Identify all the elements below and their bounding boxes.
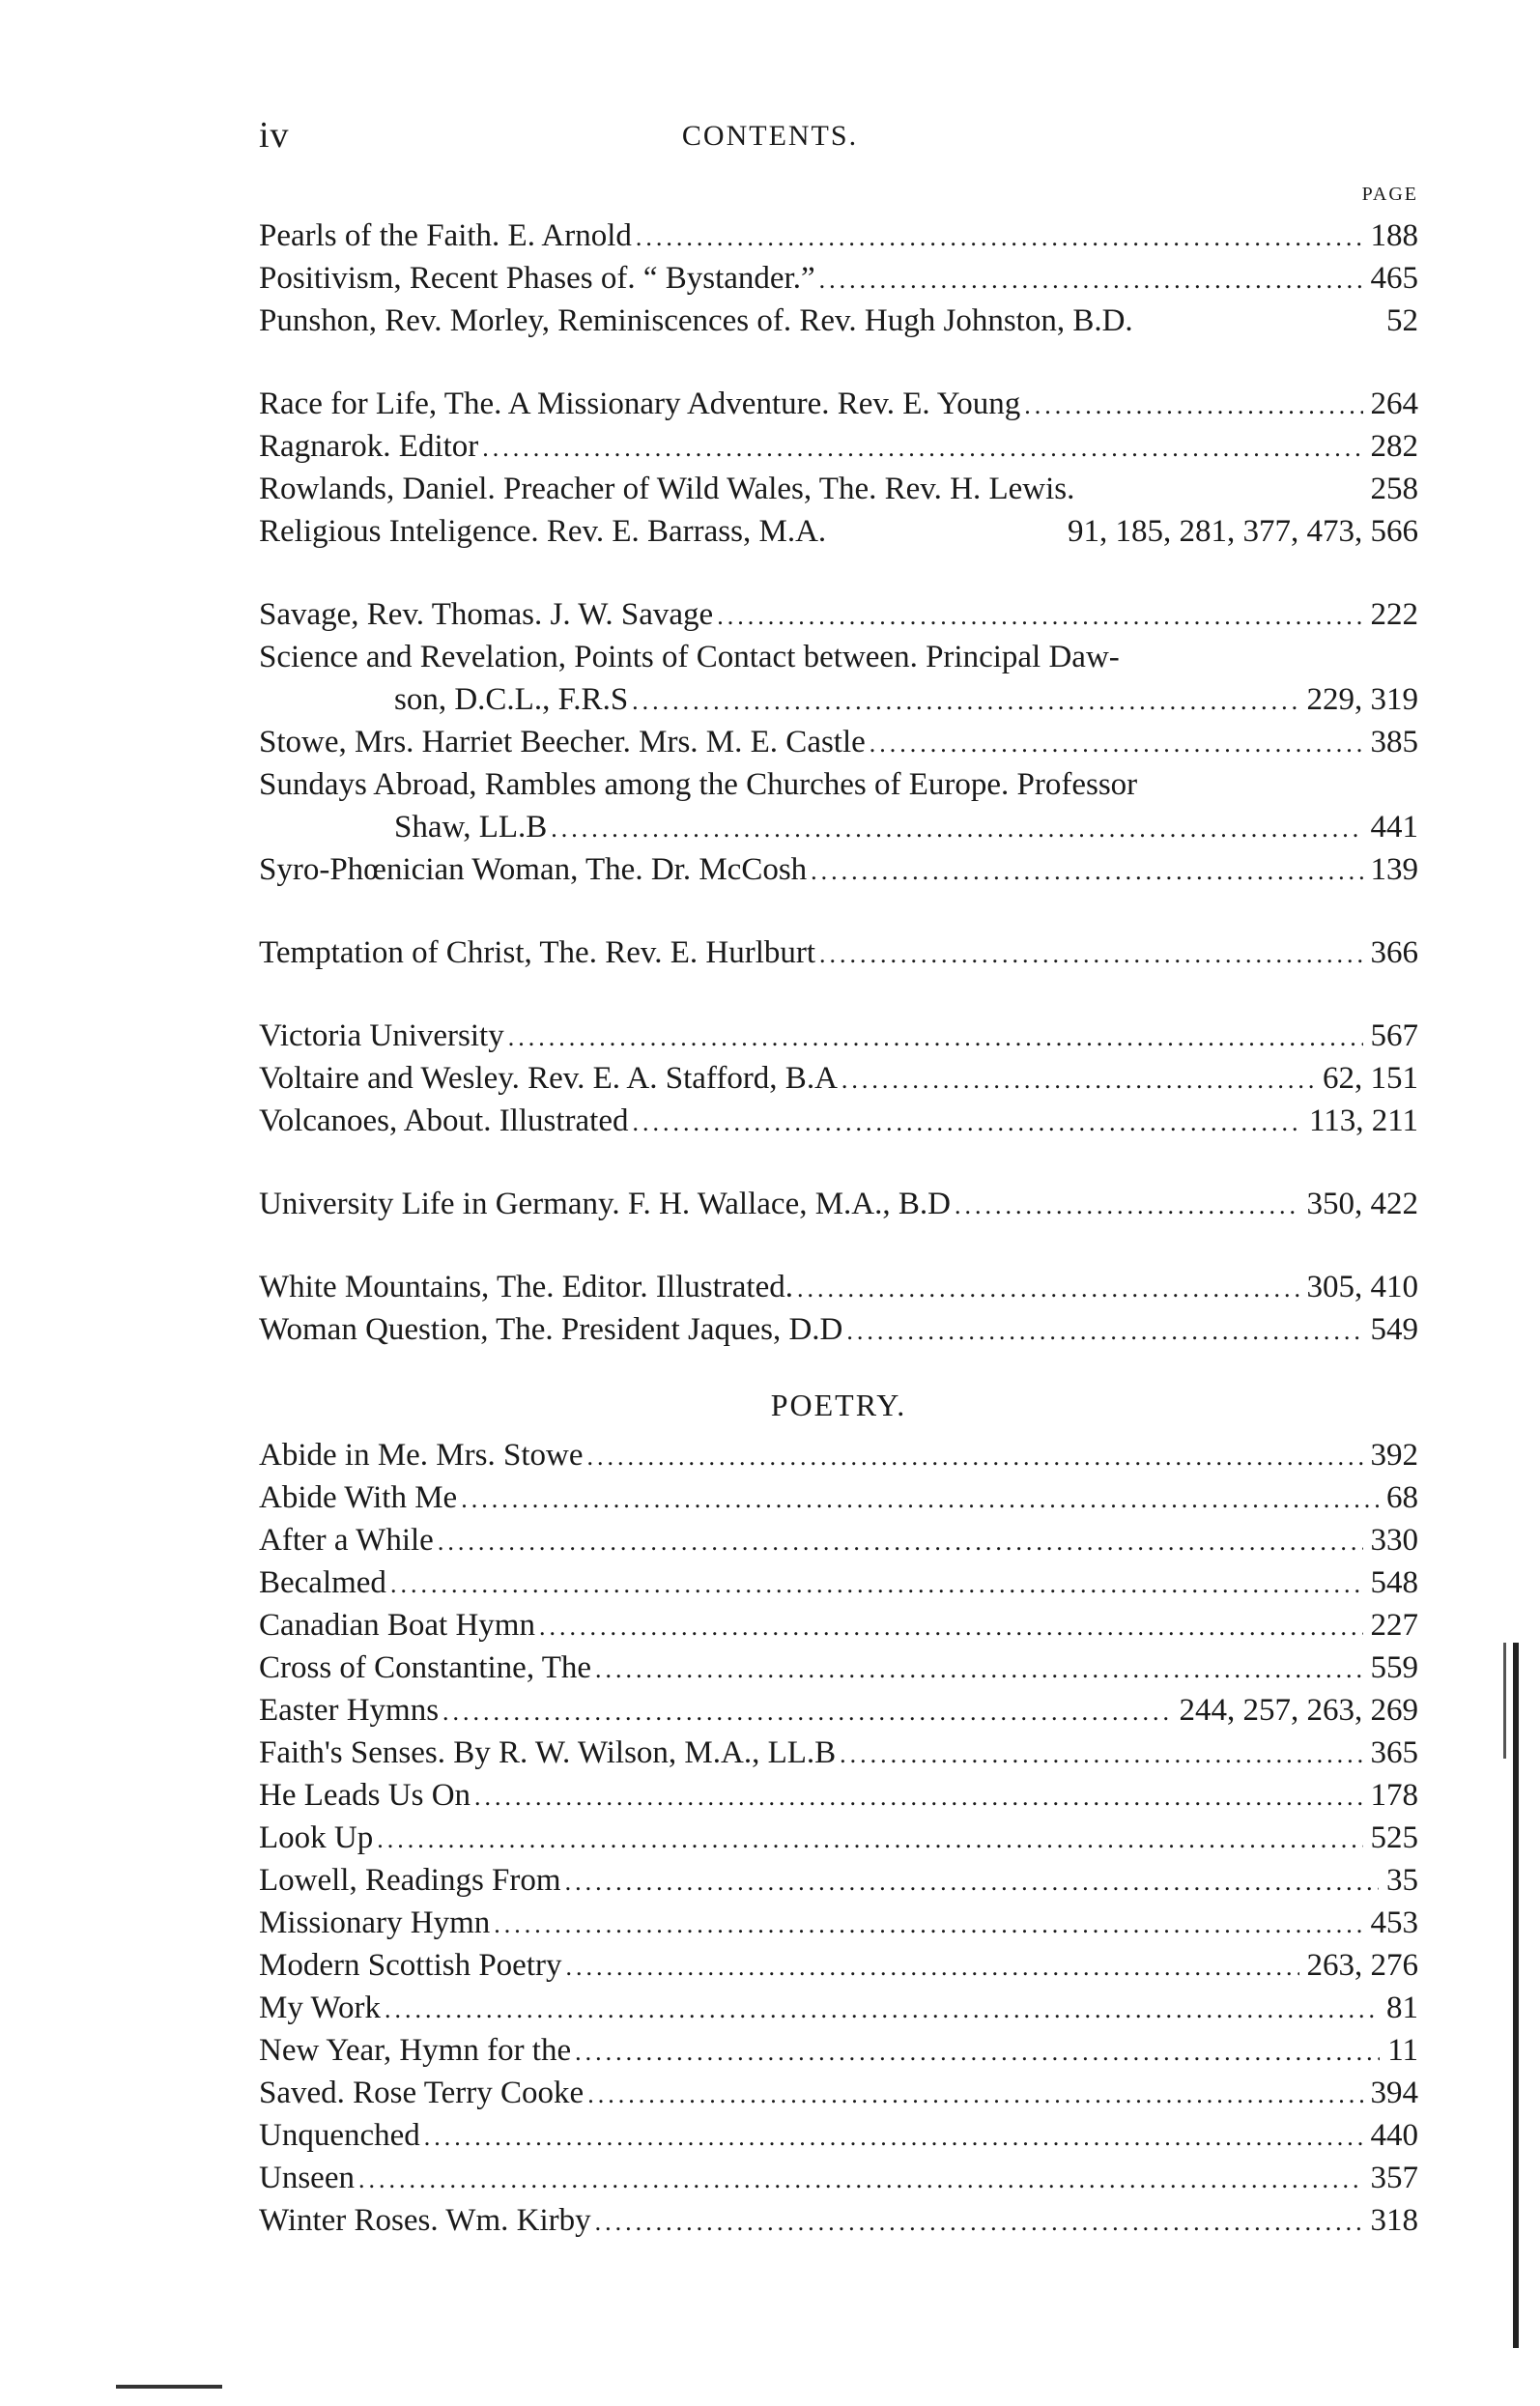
dot-leader (461, 1478, 1379, 1521)
toc-entry (259, 1604, 1418, 1647)
dot-leader (438, 1521, 1363, 1563)
toc-entry-pages: 366 (1370, 935, 1418, 970)
dot-leader (840, 1733, 1362, 1776)
toc-entry-pages: 264 (1370, 387, 1418, 421)
toc-entry (259, 1183, 1418, 1225)
dot-leader (595, 1648, 1362, 1691)
toc-entry-title: Punshon, Rev. Morley, Reminiscences of. Rev. Hugh Johnston, B.D. (259, 303, 1133, 338)
toc-entry-title: Missionary Hymn (259, 1905, 491, 1940)
toc-entry-pages: 440 (1370, 2118, 1418, 2153)
dot-leader (494, 1904, 1362, 1946)
toc-entry-pages: 11 (1387, 2033, 1418, 2068)
toc-entry-title: Race for Life, The. A Missionary Adventure. Rev. E. Young (259, 387, 1021, 421)
dot-leader (551, 808, 1362, 850)
page-edge-shadow-inner (1503, 1643, 1506, 1759)
dot-leader (575, 2031, 1380, 2074)
group-spacer (259, 1351, 1418, 1364)
dot-leader (390, 1563, 1363, 1606)
toc-entry-pages: 81 (1386, 1991, 1418, 2025)
toc-entry-title: Becalmed (259, 1565, 386, 1600)
dot-leader (717, 595, 1362, 638)
toc-entry-title: Modern Scottish Poetry (259, 1948, 562, 1983)
dot-leader (539, 1606, 1363, 1648)
dot-leader (358, 2159, 1363, 2201)
toc-entry-title: He Leads Us On (259, 1778, 471, 1813)
toc-entry-title: Easter Hymns (259, 1693, 440, 1728)
toc-entry-title: Canadian Boat Hymn (259, 1608, 535, 1643)
group-spacer (259, 1142, 1418, 1183)
toc-entry-line: Sundays Abroad, Rambles among the Churches of Europe. Professor (259, 767, 1138, 802)
toc-entry (259, 1015, 1418, 1057)
toc-entry (259, 1987, 1418, 2029)
toc-entry-title: New Year, Hymn for the (259, 2033, 572, 2068)
toc-entry-line: Science and Revelation, Points of Contact between. Principal Daw- (259, 640, 1120, 674)
dot-leader (632, 680, 1298, 723)
toc-entry (259, 1944, 1418, 1987)
dot-leader (586, 1436, 1362, 1478)
toc-entry-title: Ragnarok. Editor (259, 429, 479, 464)
toc-entry-title: Faith's Senses. By R. W. Wilson, M.A., LL.B (259, 1735, 837, 1770)
group-spacer (259, 891, 1418, 931)
toc-entry (259, 1817, 1418, 1859)
toc-entry-pages: 385 (1370, 725, 1418, 759)
dot-leader (565, 1861, 1379, 1904)
toc-entry (259, 806, 1418, 848)
toc-entry (259, 1266, 1418, 1308)
toc-entry-pages: 68 (1386, 1480, 1418, 1515)
toc-entry-pages: 305, 410 (1306, 1270, 1418, 1304)
toc-entry (259, 1308, 1418, 1351)
page-edge-shadow (1513, 1643, 1519, 2348)
toc-entry (259, 721, 1418, 763)
toc-entry-title: Rowlands, Daniel. Preacher of Wild Wales, The. Rev. H. Lewis. (259, 472, 1075, 506)
toc-entry-title: Positivism, Recent Phases of. “ Bystander.” (259, 261, 815, 296)
toc-entry (259, 1561, 1418, 1604)
toc-entry-title: White Mountains, The. Editor. Illustrated. (259, 1270, 793, 1304)
toc-entry-pages: 244, 257, 263, 269 (1179, 1693, 1418, 1728)
toc-entry (259, 1057, 1418, 1100)
toc-entry (259, 2114, 1418, 2157)
toc-entry-title: Woman Question, The. President Jaques, D.D (259, 1312, 843, 1347)
toc-entry (259, 931, 1418, 974)
toc-entry (259, 510, 1418, 553)
toc-entry (259, 593, 1418, 636)
toc-entry-pages: 282 (1370, 429, 1418, 464)
toc-entry (259, 1434, 1418, 1476)
dot-leader (633, 1102, 1301, 1144)
toc-entry (259, 425, 1418, 468)
toc-entry-pages: 357 (1370, 2161, 1418, 2195)
toc-entry-title: Pearls of the Faith. E. Arnold (259, 218, 632, 253)
toc-entry (259, 1732, 1418, 1774)
toc-entry-title: Cross of Constantine, The (259, 1650, 592, 1685)
dot-leader (385, 1989, 1379, 2031)
toc-entry-title: Lowell, Readings From (259, 1863, 561, 1898)
table-of-contents (259, 215, 1418, 2242)
toc-entry-title: Abide in Me. Mrs. Stowe (259, 1438, 584, 1473)
dot-leader (565, 1946, 1298, 1989)
toc-entry (259, 2199, 1418, 2242)
toc-entry (259, 1100, 1418, 1142)
dot-leader (819, 933, 1362, 976)
dot-leader (377, 1819, 1362, 1861)
toc-entry-pages: 365 (1370, 1735, 1418, 1770)
running-head: CONTENTS. (681, 120, 859, 152)
toc-entry (259, 848, 1418, 891)
toc-entry (259, 2029, 1418, 2072)
toc-entry (259, 383, 1418, 425)
dot-leader (797, 1268, 1299, 1310)
dot-leader (955, 1185, 1299, 1227)
dot-leader (1024, 385, 1362, 427)
toc-entry-title: Unseen (259, 2161, 355, 2195)
toc-entry-pages: 441 (1370, 810, 1418, 845)
toc-entry-pages: 549 (1370, 1312, 1418, 1347)
toc-entry-pages: 178 (1370, 1778, 1418, 1813)
toc-entry (259, 215, 1418, 257)
toc-entry-title: son, D.C.L., F.R.S (394, 682, 629, 717)
toc-entry-pages: 229, 319 (1306, 682, 1418, 717)
dot-leader (474, 1776, 1362, 1819)
toc-entry (259, 1476, 1418, 1519)
toc-entry-pages: 465 (1370, 261, 1418, 296)
bottom-edge-mark (116, 2385, 222, 2389)
dot-leader (846, 1310, 1362, 1353)
poetry-heading: POETRY. (770, 1388, 907, 1422)
toc-entry-title: Temptation of Christ, The. Rev. E. Hurlburt (259, 935, 816, 970)
group-spacer (259, 1225, 1418, 1266)
toc-entry-title: University Life in Germany. F. H. Wallace, M.A., B.D (259, 1187, 951, 1221)
dot-leader (819, 259, 1363, 301)
toc-entry (259, 2072, 1418, 2114)
group-spacer (259, 553, 1418, 593)
toc-entry-pages: 139 (1370, 852, 1418, 887)
toc-entry-pages: 525 (1370, 1820, 1418, 1855)
toc-entry-pages: 35 (1386, 1863, 1418, 1898)
dot-leader (636, 216, 1363, 259)
group-spacer (259, 342, 1418, 383)
toc-entry (259, 1902, 1418, 1944)
toc-entry-pages: 318 (1370, 2203, 1418, 2238)
toc-entry-pages: 394 (1370, 2076, 1418, 2110)
toc-entry-title: Volcanoes, About. Illustrated (259, 1103, 629, 1138)
toc-entry-title: Winter Roses. Wm. Kirby (259, 2203, 591, 2238)
toc-entry-pages: 113, 211 (1308, 1103, 1418, 1138)
group-spacer (259, 974, 1418, 1015)
toc-entry-title: Abide With Me (259, 1480, 458, 1515)
toc-entry (259, 257, 1418, 300)
dot-leader (442, 1691, 1171, 1733)
toc-entry-pages: 392 (1370, 1438, 1418, 1473)
toc-entry (259, 2157, 1418, 2199)
toc-entry (259, 468, 1418, 510)
toc-entry-title: My Work (259, 1991, 381, 2025)
toc-entry-pages: 453 (1370, 1905, 1418, 1940)
toc-entry (259, 1647, 1418, 1689)
toc-entry-title: Saved. Rose Terry Cooke (259, 2076, 585, 2110)
dot-leader (811, 850, 1362, 893)
toc-entry-title: After a While (259, 1523, 434, 1558)
page-column-label: PAGE (1361, 184, 1418, 205)
toc-entry (259, 300, 1418, 342)
toc-entry-pages: 548 (1370, 1565, 1418, 1600)
toc-entry (259, 1774, 1418, 1817)
toc-entry (259, 1859, 1418, 1902)
toc-entry-pages: 188 (1370, 218, 1418, 253)
toc-entry-title: Syro-Phœnician Woman, The. Dr. McCosh (259, 852, 808, 887)
toc-entry-title: Shaw, LL.B (394, 810, 548, 845)
dot-leader (424, 2116, 1363, 2159)
toc-entry-pages: 559 (1370, 1650, 1418, 1685)
toc-entry-pages: 258 (1370, 472, 1418, 506)
toc-entry-pages: 62, 151 (1323, 1061, 1418, 1096)
dot-leader (841, 1059, 1315, 1102)
toc-entry-pages: 567 (1370, 1018, 1418, 1053)
dot-leader (508, 1017, 1363, 1059)
toc-entry-pages: 91, 185, 281, 377, 473, 566 (1068, 514, 1418, 549)
dot-leader (595, 2201, 1363, 2244)
toc-entry-pages: 350, 422 (1306, 1187, 1418, 1221)
toc-entry-pages: 330 (1370, 1523, 1418, 1558)
dot-leader (482, 427, 1362, 470)
toc-entry-title: Voltaire and Wesley. Rev. E. A. Stafford, B.A (259, 1061, 838, 1096)
toc-entry (259, 1689, 1418, 1732)
toc-entry-title: Look Up (259, 1820, 374, 1855)
dot-leader (870, 723, 1363, 765)
toc-entry (259, 1519, 1418, 1561)
toc-entry-title: Savage, Rev. Thomas. J. W. Savage (259, 597, 714, 632)
toc-entry-pages: 227 (1370, 1608, 1418, 1643)
toc-entry-title: Unquenched (259, 2118, 420, 2153)
toc-entry-title: Victoria University (259, 1018, 504, 1053)
toc-entry-pages: 52 (1386, 303, 1418, 338)
toc-entry-pages: 222 (1370, 597, 1418, 632)
toc-entry (259, 678, 1418, 721)
toc-entry-title: Religious Inteligence. Rev. E. Barrass, M.A. (259, 514, 827, 549)
toc-entry-pages: 263, 276 (1306, 1948, 1418, 1983)
page-number: iv (259, 115, 290, 156)
toc-entry-title: Stowe, Mrs. Harriet Beecher. Mrs. M. E. Castle (259, 725, 866, 759)
dot-leader (587, 2074, 1362, 2116)
